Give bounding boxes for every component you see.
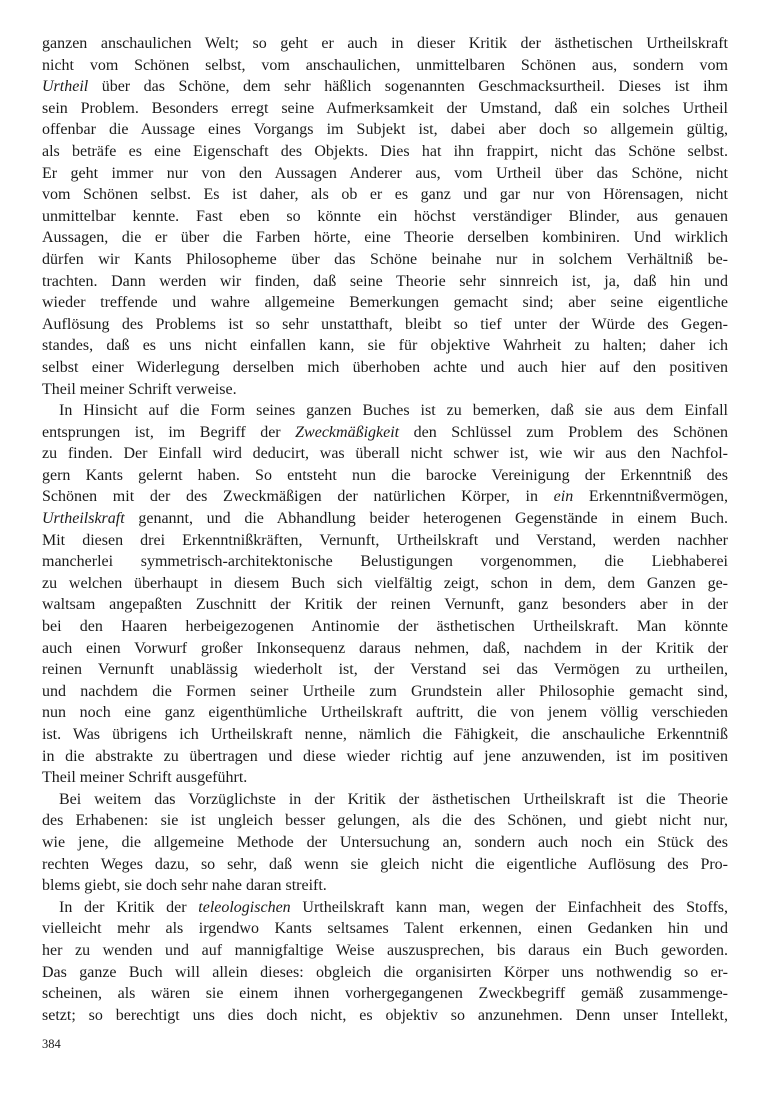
text-line: Er geht immer nur von den Aussagen Anderer aus, vom Urtheil über das Schöne, nicht (42, 164, 728, 182)
text-line: Das ganze Buch will allein dieses: obgleich die organisirten Körper uns nothwendig so er- (42, 963, 728, 981)
text-line: Aussagen, die er über die Farben hörte, eine Theorie derselben kombiniren. Und wirklich (42, 229, 728, 247)
text-line: unmittelbar kennte. Fast eben so könnte ein höchst verständiger Blinder, aus genauen (42, 207, 728, 225)
text-line: In der Kritik der teleologischen Urtheilskraft kann man, wegen der Einfachheit des Stoffs, (59, 898, 728, 916)
text-line: Mit diesen drei Erkenntnißkräften, Vernunft, Urtheilskraft und Verstand, werden nachher (42, 531, 728, 549)
text-line: Theil meiner Schrift ausgeführt. (42, 769, 248, 787)
text-block (42, 33, 728, 1026)
text-line: rechten Weges dazu, so sehr, daß wenn sie gleich nicht die eigentliche Auflösung des Pro- (42, 855, 728, 873)
text-line: zu finden. Der Einfall wird deducirt, was überall nicht schwer ist, wie wir aus den Nachfol- (42, 445, 728, 463)
text-line: und nachdem die Formen seiner Urtheile zum Grundstein aller Philosophie gemacht sind, (42, 682, 728, 700)
text-line: dürfen wir Kants Philosopheme über das Schöne beinahe nur in solchem Verhältniß be- (42, 250, 728, 268)
text-line: in die abstrakte zu übertragen und diese wieder richtig auf jene anzuwenden, ist im positiven (42, 747, 728, 765)
text-line: wie jene, die allgemeine Methode der Untersuchung an, sondern auch noch ein Stück des (42, 833, 728, 851)
text-line: zu welchen überhaupt in diesem Buch sich vielfältig zeigt, schon in dem, dem Ganzen ge- (42, 574, 728, 592)
text-line: des Erhabenen: sie ist ungleich besser gelungen, als die des Schönen, und giebt nicht nur, (42, 812, 728, 830)
text-line: blems giebt, sie doch sehr nahe daran streift. (42, 877, 327, 895)
text-line: sein Problem. Besonders erregt seine Aufmerksamkeit der Umstand, daß ein solches Urtheil (42, 99, 728, 117)
text-line: mancherlei symmetrisch-architektonische Belustigungen vorgenommen, die Liebhaberei (42, 553, 728, 571)
text-line: her zu wenden und auf mannigfaltige Weise auszusprechen, bis daraus ein Buch geworden. (42, 941, 728, 959)
text-line: entsprungen ist, im Begriff der Zweckmäßigkeit den Schlüssel zum Problem des Schönen (42, 423, 728, 441)
text-line: nun noch eine ganz eigenthümliche Urtheilskraft auftritt, die von jenem völlig verschieden (42, 704, 728, 722)
text-line: vielleicht mehr als irgendwo Kants seltsames Talent erkennen, einen Gedanken hin und (42, 920, 728, 938)
text-line: offenbar die Aussage eines Vorgangs im Subjekt ist, dabei aber doch so allgemein gültig, (42, 121, 728, 139)
text-line: bei den Haaren herbeigezogenen Antinomie der ästhetischen Urtheilskraft. Man könnte (42, 618, 728, 636)
text-line: wieder treffende und wahre allgemeine Bemerkungen gemacht sind; aber seine eigentliche (42, 294, 728, 312)
text-line: standes, daß es uns nicht einfallen kann, sie für objektive Wahrheit zu halten; daher ich (42, 337, 728, 355)
text-line: trachten. Dann werden wir finden, daß seine Theorie sehr sinnreich ist, ja, daß hin und (42, 272, 728, 290)
text-line: waltsam angepaßten Zuschnitt der Kritik der reinen Vernunft, ganz besonders aber in der (42, 596, 728, 614)
text-line: selbst einer Widerlegung derselben mich überhoben achte und auch hier auf den positiven (42, 358, 728, 376)
text-line: In Hinsicht auf die Form seines ganzen Buches ist zu bemerken, daß sie aus dem Einfall (59, 402, 728, 420)
text-line: als beträfe es eine Eigenschaft des Objekts. Dies hat ihn frappirt, nicht das Schöne selbst. (42, 142, 728, 160)
text-line: Bei weitem das Vorzüglichste in der Kritik der ästhetischen Urtheilskraft ist die Theorie (59, 790, 728, 808)
text-line: gern Kants gelernt haben. So entsteht nun die barocke Vereinigung der Erkenntniß des (42, 466, 728, 484)
text-line: Theil meiner Schrift verweise. (42, 380, 237, 398)
text-line: Schönen mit der des Zweckmäßigen der natürlichen Körper, in ein Erkenntnißvermögen, (42, 488, 728, 506)
page-number: 384 (42, 1037, 61, 1051)
text-line: setzt; so berechtigt uns dies doch nicht, es objektiv so anzunehmen. Denn unser Intellekt, (42, 1006, 728, 1024)
text-line: Auflösung des Problems ist so sehr unstatthaft, bleibt so tief unter der Würde des Gegen- (42, 315, 728, 333)
text-line: nicht vom Schönen selbst, vom anschaulichen, unmittelbaren Schönen aus, sondern vom (42, 56, 728, 74)
text-line: ist. Was übrigens ich Urtheilskraft nenne, nämlich die Fähigkeit, die anschauliche Erkenntniß (42, 726, 728, 743)
text-line: vom Schönen selbst. Es ist daher, als ob er es ganz und gar nur von Hörensagen, nicht (42, 186, 728, 204)
text-line: auch einen Vorwurf großer Inkonsequenz daraus nehmen, daß, nachdem in der Kritik der (42, 639, 728, 657)
text-line: Urtheil über das Schöne, dem sehr häßlich sogenannten Geschmacksurtheil. Dieses ist ihm (42, 78, 728, 96)
text-line: scheinen, als wären sie einem ihnen vorhergegangenen Zweckbegriff gemäß zusammenge- (42, 985, 728, 1003)
text-line: reinen Vernunft unablässig wiederholt ist, der Verstand sei das Vermögen zu urtheilen, (42, 661, 728, 679)
text-line: Urtheilskraft genannt, und die Abhandlung beider heterogenen Gegenstände in einem Buch. (42, 510, 728, 528)
text-line: ganzen anschaulichen Welt; so geht er auch in dieser Kritik der ästhetischen Urtheilskraft (42, 35, 728, 52)
